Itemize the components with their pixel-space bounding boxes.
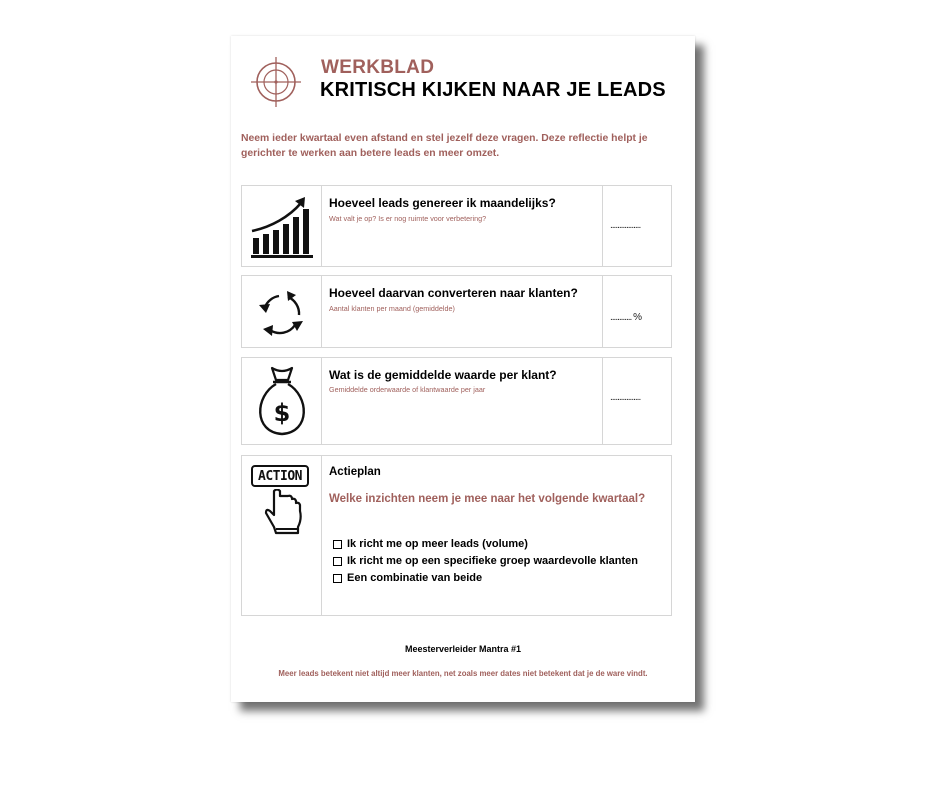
question-hint: Aantal klanten per maand (gemiddelde) (329, 304, 455, 313)
option-label: Ik richt me op meer leads (volume) (347, 538, 528, 550)
icon-cell (242, 456, 322, 615)
worksheet-kicker: WERKBLAD (321, 57, 435, 78)
icon-cell (242, 186, 322, 266)
option-label: Ik richt me op een specifieke groep waardevolle klanten (347, 555, 638, 567)
page-title: KRITISCH KIJKEN NAAR JE LEADS (320, 79, 666, 101)
intro-text: Neem ieder kwartaal even afstand en stel jezelf deze vragen. Deze reflectie helpt je gerichter te werken aan betere leads en meer omzet. (241, 133, 648, 159)
answer-field[interactable] (602, 276, 671, 347)
action-icon-label: ACTION (251, 465, 309, 487)
action-plan-question: Welke inzichten neem je mee naar het volgende kwartaal? (329, 493, 646, 505)
answer-field[interactable] (602, 358, 671, 444)
action-plan-label: Actieplan (329, 466, 381, 478)
question-card-leads (241, 185, 672, 267)
answer-field[interactable] (602, 186, 671, 266)
icon-cell (242, 276, 322, 347)
money-bag-icon (251, 364, 313, 440)
crosshair-icon (250, 56, 302, 108)
mantra-title: Meesterverleider Mantra #1 (404, 644, 522, 654)
answer-blank: ............ % (610, 312, 642, 323)
question-text: Hoeveel leads genereer ik maandelijks? (329, 196, 556, 210)
checkbox[interactable] (333, 540, 342, 549)
question-text: Wat is de gemiddelde waarde per klant? (329, 368, 557, 382)
answer-blank: ................. (610, 220, 641, 231)
checkbox-option[interactable] (333, 538, 528, 550)
icon-cell (242, 358, 322, 444)
mantra-text: Meer leads betekent niet altijd meer klanten, net zoals meer dates niet betekent dat je de ware vindt. (278, 669, 648, 678)
question-hint: Gemiddelde orderwaarde of klantwaarde per jaar (329, 385, 486, 394)
option-label: Een combinatie van beide (347, 572, 483, 584)
growth-chart-icon (249, 193, 315, 261)
question-text: Hoeveel daarvan converteren naar klanten? (329, 286, 578, 300)
checkbox[interactable] (333, 574, 342, 583)
svg-text:$: $ (273, 399, 291, 427)
question-card-conversion (241, 275, 672, 348)
answer-blank: ................. (610, 392, 641, 403)
worksheet-page (231, 36, 695, 702)
checkbox-option[interactable] (333, 555, 638, 567)
action-button-icon (250, 464, 314, 536)
action-plan-card (241, 455, 672, 616)
question-hint: Wat valt je op? Is er nog ruimte voor verbetering? (329, 214, 487, 223)
checkbox[interactable] (333, 557, 342, 566)
checkbox-option[interactable] (333, 572, 482, 584)
cycle-arrows-icon (252, 285, 310, 343)
question-card-value (241, 357, 672, 445)
